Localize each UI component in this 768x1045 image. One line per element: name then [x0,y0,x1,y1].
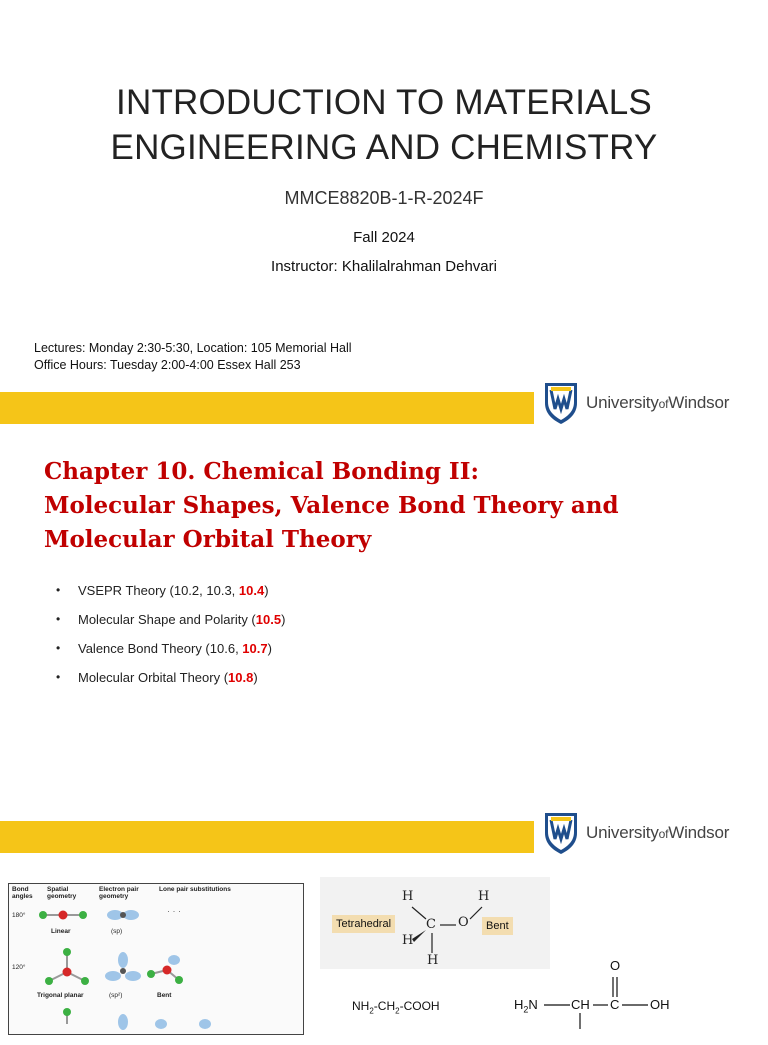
list-item: • Valence Bond Theory (10.6, 10.7) [56,641,272,656]
list-item: • VSEPR Theory (10.2, 10.3, 10.4) [56,583,269,598]
chapter-title-line: Molecular Shapes, Valence Bond Theory and [44,492,619,519]
atom-label: H [402,933,414,948]
structure-atom: OH [650,997,670,1012]
geometry-label: Trigonal planar [37,992,84,999]
crest-icon [543,381,579,425]
university-logo [543,379,729,427]
vsepr-slide [0,805,768,1024]
chapter-slide [0,425,768,805]
structure-bonds [540,965,740,1045]
bullet-icon: • [56,641,61,655]
atom-label: H [427,953,439,968]
tetrahedral-label: Tetrahedral [332,915,395,933]
term: Fall 2024 [353,229,415,246]
list-item: • Molecular Shape and Polarity (10.5) [56,612,286,627]
crest-icon [543,811,579,855]
table-header: Bond angles [12,886,33,900]
chapter-title-line: Molecular Orbital Theory [44,526,372,553]
list-item: • Molecular Orbital Theory (10.8) [56,670,258,685]
course-title [0,80,768,170]
schedule-info [34,340,352,374]
lecture-info: Lectures: Monday 2:30-5:30, Location: 105 Memorial Hall [34,341,352,355]
bond-angle: 120° [12,964,26,971]
structure-atom: C [610,997,620,1012]
header-band [0,392,534,424]
structure-atom: O [610,958,621,973]
chapter-title [44,455,734,557]
geometry-label: Linear [51,928,71,935]
hybrid-label: (sp) [111,928,123,935]
structure-atom: CH [571,997,590,1012]
table-header: Electron pair geometry [99,886,139,900]
structure-atom: $H_2N$ [514,997,538,1015]
instructor: Instructor: Khalilalrahman Dehvari [271,258,497,275]
logo-wordmark: UniversityofWindsor [586,823,730,842]
logo-wordmark: UniversityofWindsor [586,393,730,412]
atom-label: C [426,917,436,932]
title-slide [0,0,768,425]
office-hours: Office Hours: Tuesday 2:00-4:00 Essex Hall 253 [34,358,301,372]
header-band [0,821,534,853]
atom-label: H [402,889,414,904]
atom-label: H [478,889,490,904]
bullet-icon: • [56,583,61,597]
topic-list [56,583,285,699]
hybrid-label: (sp²) [109,992,123,999]
course-code: MMCE8820B-1-R-2024F [284,188,484,208]
course-title-line: INTRODUCTION TO MATERIALS [116,83,652,122]
course-title-line: ENGINEERING AND CHEMISTRY [110,128,658,167]
vsepr-figure [8,883,304,1035]
table-header: Lone pair substitutions [159,886,231,893]
chapter-title-line: Chapter 10. Chemical Bonding II: [44,458,479,485]
bond-angle: 180° [12,912,26,919]
bullet-icon: • [56,670,61,684]
atom-label: O [458,915,469,930]
university-logo [543,809,729,857]
svg-text:· · ·: · · · [167,906,181,916]
molecule-models [9,884,303,1034]
bullet-icon: • [56,612,61,626]
molecule-figure [320,877,550,969]
bond-lines [320,877,550,969]
glycine-formula: $NH_2-CH_2$-COOH [352,999,440,1016]
bent-label: Bent [482,917,513,935]
table-header: Spatial geometry [47,886,77,900]
geometry-label: Bent [157,992,172,999]
